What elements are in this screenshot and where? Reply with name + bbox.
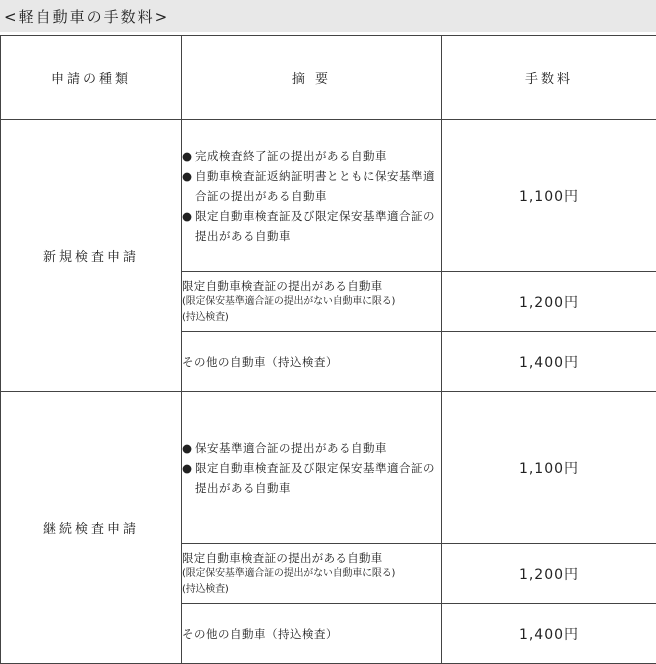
page-title-bar <box>0 0 656 32</box>
application-type-new: 新規検査申請 <box>1 120 182 392</box>
summary-note: (限定保安基準適合証の提出がない自動車に限る) <box>182 295 396 307</box>
summary-cell <box>182 272 442 332</box>
summary-bullet-list <box>182 438 441 498</box>
list-item: ● 完成検査終了証の提出がある自動車 <box>182 146 435 166</box>
bullet-icon: ● <box>182 168 193 183</box>
summary-cell <box>182 120 442 272</box>
header-application-type: 申請の種類 <box>1 36 182 120</box>
bullet-icon: ● <box>182 208 193 223</box>
summary-note: (持込検査) <box>182 583 229 595</box>
list-item: ● 自動車検査証返納証明書とともに保安基準適合証の提出がある自動車 <box>182 166 435 206</box>
list-item: ● 保安基準適合証の提出がある自動車 <box>182 438 435 458</box>
table-header-row <box>1 36 656 120</box>
fee-table <box>0 35 656 664</box>
summary-note: (持込検査) <box>182 311 229 323</box>
bullet-icon: ● <box>182 440 193 455</box>
table-row <box>1 392 656 544</box>
fee-value: 1,400円 <box>442 604 656 664</box>
summary-note: (限定保安基準適合証の提出がない自動車に限る) <box>182 567 396 579</box>
summary-bullet-list <box>182 146 441 246</box>
header-summary: 摘 要 <box>182 36 442 120</box>
summary-cell <box>182 392 442 544</box>
summary-main-text: 限定自動車検査証の提出がある自動車 <box>182 278 383 293</box>
list-item: ● 限定自動車検査証及び限定保安基準適合証の提出がある自動車 <box>182 458 435 498</box>
table-row <box>1 120 656 272</box>
fee-value: 1,400円 <box>442 332 656 392</box>
fee-value: 1,100円 <box>442 120 656 272</box>
application-type-renewal: 継続検査申請 <box>1 392 182 664</box>
list-item: ● 限定自動車検査証及び限定保安基準適合証の提出がある自動車 <box>182 206 435 246</box>
summary-cell <box>182 544 442 604</box>
header-fee: 手数料 <box>442 36 656 120</box>
fee-value: 1,200円 <box>442 272 656 332</box>
page-title: <軽自動車の手数料> <box>4 7 170 26</box>
fee-value: 1,100円 <box>442 392 656 544</box>
bullet-icon: ● <box>182 148 193 163</box>
bullet-icon: ● <box>182 460 193 475</box>
summary-cell: その他の自動車（持込検査） <box>182 604 442 664</box>
summary-main-text: 限定自動車検査証の提出がある自動車 <box>182 550 383 565</box>
fee-value: 1,200円 <box>442 544 656 604</box>
summary-cell: その他の自動車（持込検査） <box>182 332 442 392</box>
